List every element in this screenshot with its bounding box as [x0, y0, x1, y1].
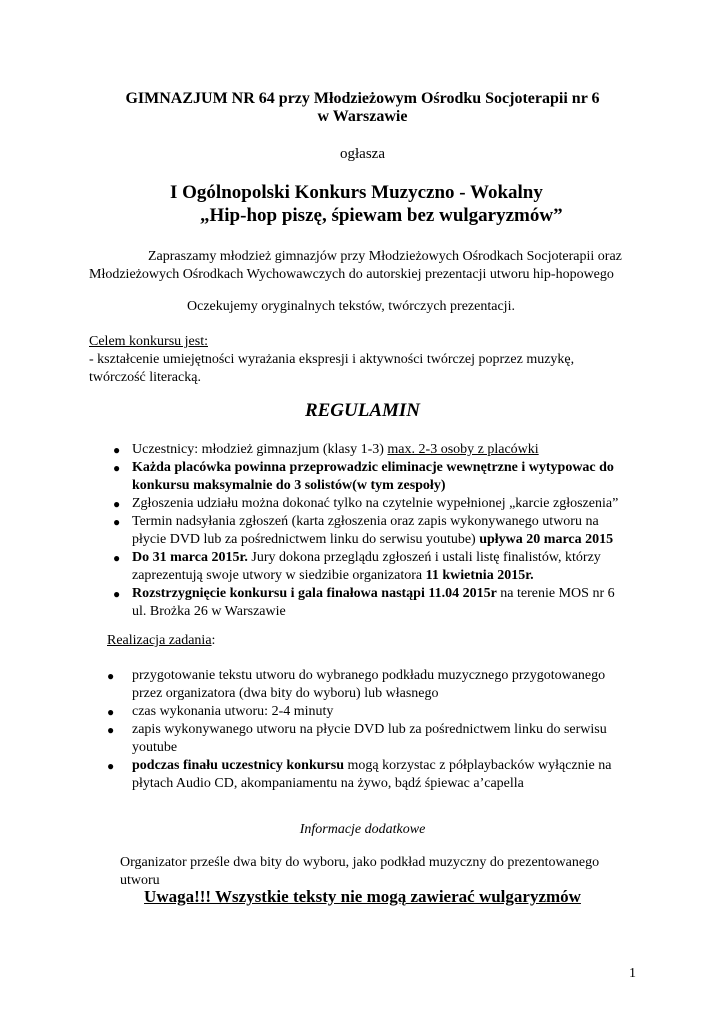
bullet-icon: ● [113, 497, 121, 511]
task-recording-2: youtube [132, 740, 178, 755]
bullet-icon: ● [113, 515, 121, 529]
rule-final-1: Rozstrzygnięcie konkursu i gala finałowa nastąpi 11.04 2015r na terenie MOS nr 6 [132, 586, 615, 601]
bullet-icon: ● [113, 461, 121, 475]
school-name: GIMNAZJUM NR 64 przy Młodzieżowym Ośrodku Socjoterapii nr 6 [125, 90, 600, 107]
goal-line-1: - kształcenie umiejętności wyrażania ekspresji i aktywności twórczej poprzez muzykę, [89, 352, 575, 367]
task-recording-1: zapis wykonywanego utworu na płycie DVD lub za pośrednictwem linku do serwisu [132, 722, 607, 737]
bullet-icon: ● [113, 551, 121, 565]
info-heading: Informacje dodatkowe [299, 822, 426, 837]
expect-text: Oczekujemy oryginalnych tekstów, twórczych prezentacji. [187, 299, 515, 314]
info-line-1: Organizator prześle dwa bity do wyboru, jako podkład muzyczny do prezentowanego [120, 855, 600, 870]
rule-final-2: ul. Brożka 26 w Warszawie [132, 604, 286, 619]
rule-jury-2: zaprezentują swoje utwory w siedzibie organizatora 11 kwietnia 2015r. [132, 568, 534, 583]
rule-jury-1: Do 31 marca 2015r. Jury dokona przeglądu zgłoszeń i ustali listę finalistów, którzy [132, 550, 601, 565]
rule-deadline-2: płycie DVD lub za pośrednictwem linku do serwisu youtube) upływa 20 marca 2015 [132, 532, 614, 547]
contest-title: I Ogólnopolski Konkurs Muzyczno - Wokalny [170, 182, 543, 203]
intro-line-1: Zapraszamy młodzież gimnazjów przy Młodzieżowych Ośrodkach Socjoterapii oraz [148, 249, 622, 264]
bullet-icon: ● [113, 587, 121, 601]
rule-eliminations-1: Każda placówka powinna przeprowadzic eliminacje wewnętrzne i wytypowac do [132, 460, 614, 475]
realizacja-heading: Realizacja zadania: [107, 633, 216, 648]
task-text-2: przez organizatora (dwa bity do wyboru) lub własnego [132, 686, 439, 701]
announces-text: ogłasza [340, 146, 385, 162]
warning-text: Uwaga!!! Wszystkie teksty nie mogą zawierać wulgaryzmów [144, 887, 581, 906]
goal-heading: Celem konkursu jest: [89, 334, 208, 349]
page-number: 1 [629, 966, 636, 981]
intro-line-2: Młodzieżowych Ośrodkach Wychowawczych do autorskiej prezentacji utworu hip-hopowego [89, 267, 614, 282]
info-line-2: utworu [120, 873, 160, 888]
rule-registration: Zgłoszenia udziału można dokonać tylko na czytelnie wypełnionej „karcie zgłoszenia” [132, 496, 619, 511]
regulamin-heading: REGULAMIN [304, 400, 421, 421]
task-text-1: przygotowanie tekstu utworu do wybranego podkładu muzycznego przygotowanego [132, 668, 606, 683]
goal-line-2: twórczość literacką. [89, 370, 201, 385]
task-final-2: płytach Audio CD, akompaniamentu na żywo, bądź śpiewac a’capella [132, 776, 524, 791]
rule-eliminations-2: konkursu maksymalnie do 3 solistów(w tym zespoły) [132, 478, 446, 493]
bullet-icon: ● [107, 723, 115, 737]
rule-deadline-1: Termin nadsyłania zgłoszeń (karta zgłoszenia oraz zapis wykonywanego utworu na [132, 514, 599, 529]
contest-subtitle: „Hip-hop piszę, śpiewam bez wulgaryzmów” [200, 205, 563, 226]
bullet-icon: ● [107, 759, 115, 773]
rule-participants: Uczestnicy: młodzież gimnazjum (klasy 1-3) max. 2-3 osoby z placówki [132, 442, 539, 457]
task-duration: czas wykonania utworu: 2-4 minuty [132, 704, 334, 719]
task-final-1: podczas finału uczestnicy konkursu mogą korzystac z półplaybacków wyłącznie na [132, 758, 612, 773]
bullet-icon: ● [107, 669, 115, 683]
bullet-icon: ● [113, 443, 121, 457]
bullet-icon: ● [107, 705, 115, 719]
school-city: w Warszawie [317, 108, 408, 125]
